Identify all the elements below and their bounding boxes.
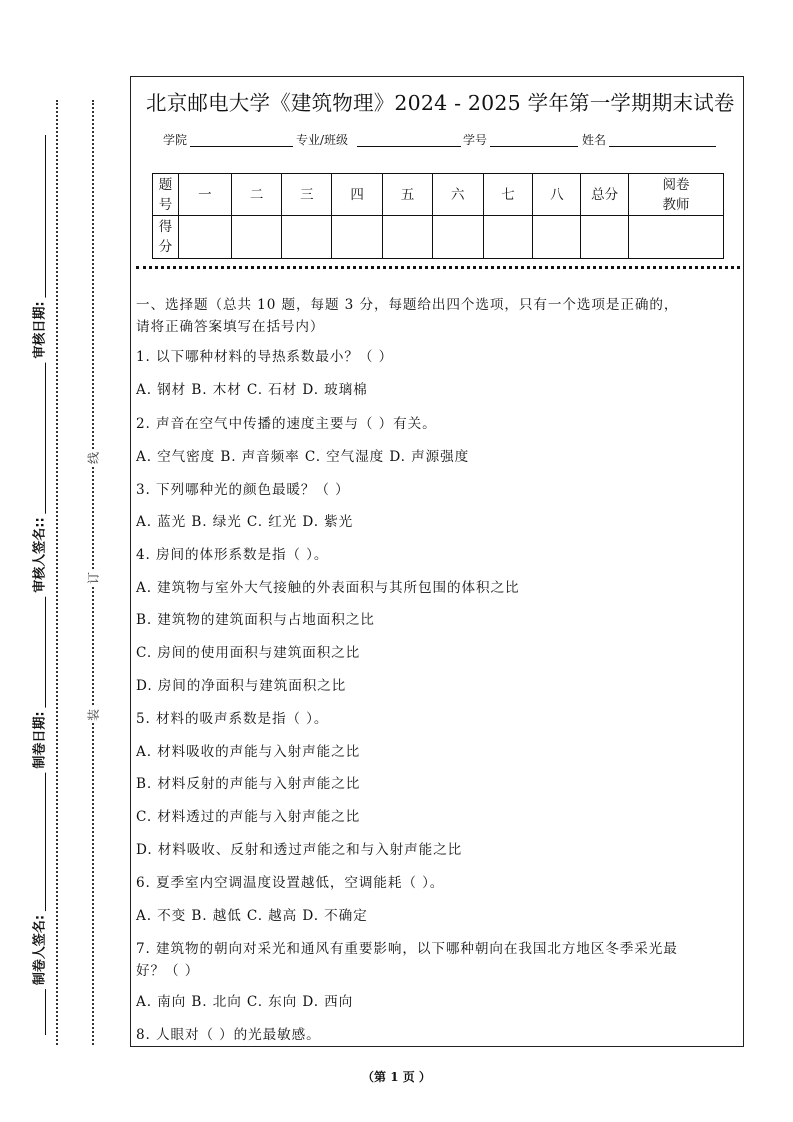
question-line: 1. 以下哪种材料的导热系数最小？（ ）: [136, 349, 394, 365]
binding-dotted-line: [56, 100, 58, 1045]
question-line: 6. 夏季室内空调温度设置越低，空调能耗（ ）。: [136, 875, 445, 891]
column-header: 总分: [581, 174, 629, 216]
answer-options: A. 钢材 B. 木材 C. 石材 D. 玻璃棉: [136, 382, 368, 398]
column-header: 七: [483, 174, 533, 216]
field-label-name: 姓名: [582, 133, 607, 147]
binding-mark: 装: [86, 708, 101, 722]
review-date-label: 审核日期:: [29, 297, 48, 362]
page-title: 北京邮电大学《建筑物理》2024 - 2025 学年第一学期期末试卷: [146, 91, 735, 115]
binding-mark: 订: [86, 571, 101, 585]
question-line: 7. 建筑物的朝向对采光和通风有重要影响，以下哪种朝向在我国北方地区冬季采光最: [136, 941, 678, 957]
divider: [136, 266, 740, 269]
answer-options: A. 南向 B. 北向 C. 东向 D. 西向: [136, 994, 354, 1010]
column-header: 八: [533, 174, 581, 216]
page-number: （第 1 页 ）: [362, 1070, 431, 1084]
answer-options: B. 材料反射的声能与入射声能之比: [136, 776, 361, 792]
column-header: 五: [383, 174, 433, 216]
answer-options: B. 建筑物的建筑面积与占地面积之比: [136, 612, 375, 628]
binding-mark: 线: [86, 451, 101, 465]
score-cell[interactable]: [383, 216, 433, 259]
paper-maker-signature-label: 制卷人签名:: [29, 911, 48, 989]
score-cell[interactable]: [332, 216, 383, 259]
score-cell[interactable]: [282, 216, 332, 259]
student-id-field[interactable]: [490, 146, 578, 147]
score-cell[interactable]: [178, 216, 231, 259]
score-cell[interactable]: [581, 216, 629, 259]
column-header: 阅卷教师: [629, 174, 724, 216]
answer-options: A. 建筑物与室外大气接触的外表面积与其所包围的体积之比: [136, 580, 520, 596]
answer-options: C. 房间的使用面积与建筑面积之比: [136, 645, 361, 661]
score-cell[interactable]: [432, 216, 483, 259]
answer-options: A. 不变 B. 越低 C. 越高 D. 不确定: [136, 908, 368, 924]
score-cell[interactable]: [533, 216, 581, 259]
paper-date-label: 制卷日期:: [29, 707, 48, 772]
question-number-header: 题号: [153, 174, 179, 216]
answer-options: A. 材料吸收的声能与入射声能之比: [136, 744, 361, 760]
field-label-major: 专业/班级: [296, 133, 349, 147]
score-row-header: 得分: [153, 216, 179, 259]
score-cell[interactable]: [483, 216, 533, 259]
college-field[interactable]: [190, 146, 293, 147]
field-label-id: 学号: [463, 133, 488, 147]
question-line: 2. 声音在空气中传播的速度主要与（ ）有关。: [136, 416, 437, 432]
answer-options: D. 房间的净面积与建筑面积之比: [136, 678, 347, 694]
question-line: 8. 人眼对（ ）的光最敏感。: [136, 1027, 321, 1043]
question-line: 4. 房间的体形系数是指（ ）。: [136, 547, 329, 563]
major-field[interactable]: [357, 146, 461, 147]
question-line: 好？（ ）: [136, 963, 200, 979]
score-table: [152, 173, 724, 259]
section-intro: 请将正确答案填写在括号内）: [136, 319, 325, 335]
question-line: 3. 下列哪种光的颜色最暖？（ ）: [136, 482, 350, 498]
field-label-college: 学院: [163, 133, 188, 147]
column-header: 三: [282, 174, 332, 216]
column-header: 一: [178, 174, 231, 216]
question-line: 5. 材料的吸声系数是指（ ）。: [136, 711, 329, 727]
column-header: 四: [332, 174, 383, 216]
answer-options: A. 空气密度 B. 声音频率 C. 空气湿度 D. 声源强度: [136, 449, 470, 465]
answer-options: C. 材料透过的声能与入射声能之比: [136, 809, 361, 825]
section-intro: 一、选择题（总共 10 题，每题 3 分，每题给出四个选项，只有一个选项是正确的，: [136, 297, 679, 313]
answer-options: D. 材料吸收、反射和透过声能之和与入射声能之比: [136, 842, 463, 858]
name-field[interactable]: [609, 146, 716, 147]
answer-options: A. 蓝光 B. 绿光 C. 红光 D. 紫光: [136, 514, 354, 530]
column-header: 六: [432, 174, 483, 216]
reviewer-signature-label: 审核人签名::: [29, 513, 48, 596]
score-cell[interactable]: [231, 216, 282, 259]
score-cell[interactable]: [629, 216, 724, 259]
column-header: 二: [231, 174, 282, 216]
